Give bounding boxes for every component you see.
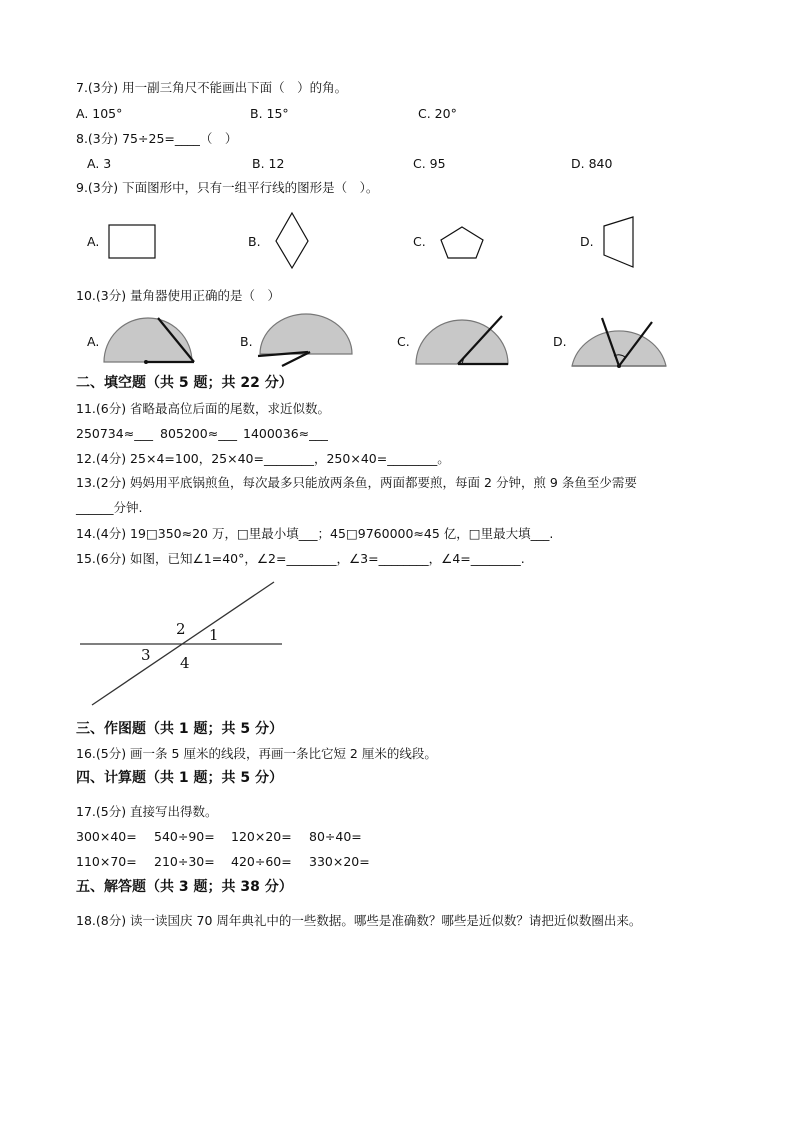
q17-row1-item-2: 540÷90= [154,829,215,844]
q17-row1-item-1: 300×40= [76,829,137,844]
section-heading-calc: 四、计算题（共 1 题；共 5 分） [76,770,283,786]
angle-label-3: 3 [141,646,151,664]
q7-option-a: A. 105° [76,106,123,121]
protractor-c [412,312,512,370]
q7-option-b: B. 15° [250,106,289,121]
angle-label-4: 4 [180,654,190,672]
protractor-b [254,308,356,370]
q11-item-2: 805200≈___ [160,426,237,441]
section-heading-solve: 五、解答题（共 3 题；共 38 分） [76,879,293,895]
q8-text: 8.(3分) 75÷25=____（ ） [76,131,238,146]
q8-option-b: B. 12 [252,156,285,171]
q11-item-1: 250734≈___ [76,426,153,441]
rectangle-figure [106,222,158,262]
q10-option-a-label: A. [87,334,100,349]
q17-row2-item-2: 210÷30= [154,854,215,869]
protractor-a [100,310,198,370]
angle-label-2: 2 [176,620,186,638]
angle-label-1: 1 [209,626,219,644]
q12-text: 12.(4分) 25×4=100，25×40=________，250×40=________。 [76,451,450,466]
intersecting-lines-figure [76,578,290,708]
q16-text: 16.(5分) 画一条 5 厘米的线段，再画一条比它短 2 厘米的线段。 [76,746,437,761]
q10-text: 10.(3分) 量角器使用正确的是（ ） [76,288,281,303]
q17-row1-item-3: 120×20= [231,829,292,844]
rhombus-figure [273,210,313,272]
q7-text: 7.(3分) 用一副三角尺不能画出下面（ ）的角。 [76,80,348,95]
q9-option-b-label: B. [248,234,261,249]
trapezoid-figure [599,214,643,272]
q9-text: 9.(3分) 下面图形中，只有一组平行线的图形是（ ）。 [76,180,379,195]
q15-text: 15.(6分) 如图，已知∠1=40°，∠2=________，∠3=________，∠4=________. [76,551,525,566]
pentagon-figure [438,223,488,263]
q14-text: 14.(4分) 19□350≈20 万，□里最小填___；45□9760000≈45 亿，□里最大填___. [76,526,554,541]
q17-row2-item-4: 330×20= [309,854,370,869]
q13-text-continued: ______分钟. [76,500,143,515]
q8-option-a: A. 3 [87,156,112,171]
q17-row1-item-4: 80÷40= [309,829,362,844]
q17-text: 17.(5分) 直接写出得数。 [76,804,218,819]
protractor-d [568,312,670,370]
q9-option-d-label: D. [580,234,594,249]
q13-text: 13.(2分) 妈妈用平底锅煎鱼，每次最多只能放两条鱼，两面都要煎，每面 2 分钟，煎 9 条鱼至少需要 [76,475,637,490]
q10-option-d-label: D. [553,334,567,349]
q11-item-3: 1400036≈___ [243,426,328,441]
section-heading-draw: 三、作图题（共 1 题；共 5 分） [76,721,283,737]
q7-option-c: C. 20° [418,106,457,121]
q9-option-c-label: C. [413,234,426,249]
q17-row2-item-1: 110×70= [76,854,137,869]
q9-option-a-label: A. [87,234,100,249]
section-heading-fill: 二、填空题（共 5 题；共 22 分） [76,375,293,391]
q8-option-c: C. 95 [413,156,446,171]
q11-text: 11.(6分) 省略最高位后面的尾数，求近似数。 [76,401,331,416]
q8-option-d: D. 840 [571,156,613,171]
q17-row2-item-3: 420÷60= [231,854,292,869]
q10-option-c-label: C. [397,334,410,349]
q18-text: 18.(8分) 读一读国庆 70 周年典礼中的一些数据。哪些是准确数？哪些是近似数？请把近似数圈出来。 [76,913,642,928]
q10-option-b-label: B. [240,334,253,349]
